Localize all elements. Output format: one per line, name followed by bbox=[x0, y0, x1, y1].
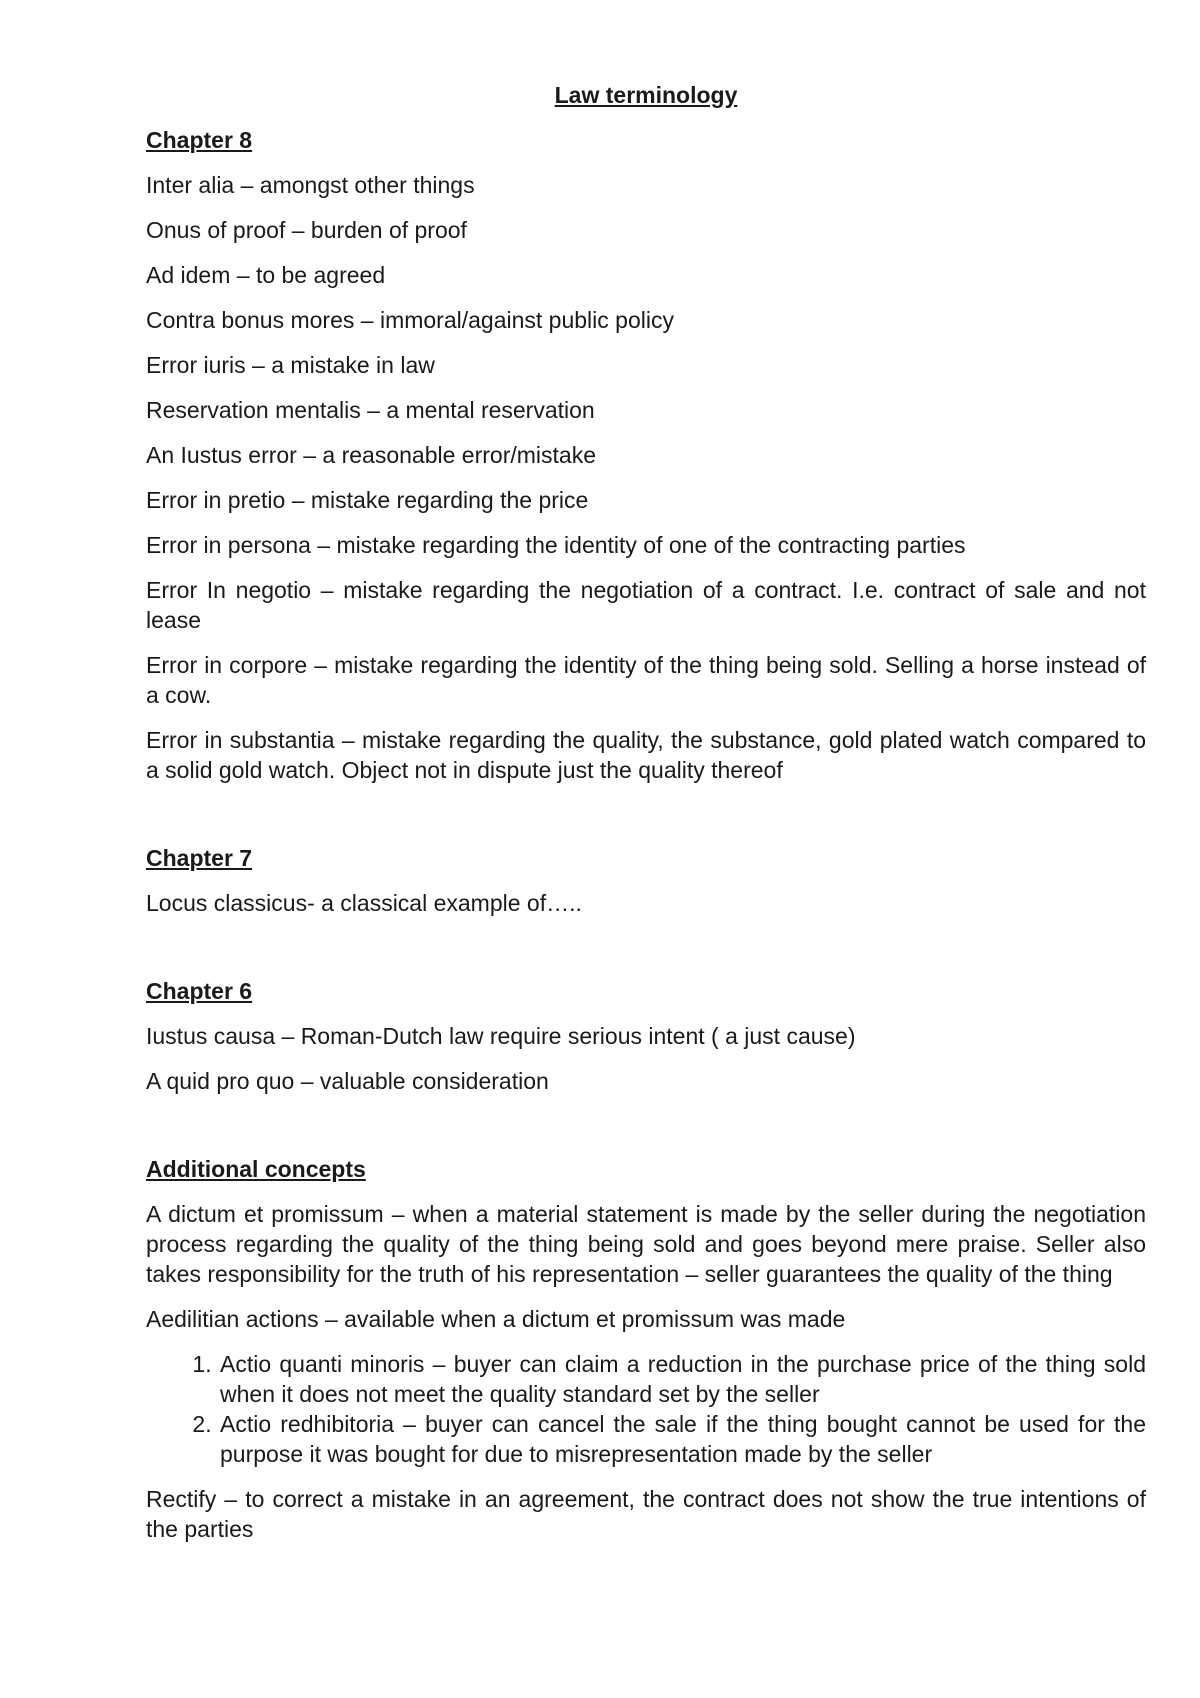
chapter-8-heading: Chapter 8 bbox=[146, 127, 253, 153]
section-chapter-7 bbox=[146, 843, 1146, 918]
chapter-6-heading: Chapter 6 bbox=[146, 978, 253, 1004]
term-error-iuris: Error iuris – a mistake in law bbox=[146, 352, 435, 378]
section-additional-concepts bbox=[146, 1154, 1146, 1544]
list-item-actio-quanti-minoris: 1. Actio quanti minoris – buyer can claim a reduction in the purchase price of the thing sold when it does not meet the quality standard set by the seller bbox=[218, 1349, 1146, 1409]
term-iustus-causa: Iustus causa – Roman-Dutch law require serious intent ( a just cause) bbox=[146, 1023, 856, 1049]
chapter-7-heading: Chapter 7 bbox=[146, 845, 253, 871]
term-rectify: Rectify – to correct a mistake in an agreement, the contract does not show the true intentions of the parties bbox=[146, 1486, 1146, 1542]
aedilitian-actions-list bbox=[146, 1349, 1146, 1469]
document-title: Law terminology bbox=[554, 82, 738, 108]
term-ad-idem: Ad idem – to be agreed bbox=[146, 262, 386, 288]
document-page bbox=[146, 80, 1146, 1559]
term-error-in-persona: Error in persona – mistake regarding the identity of one of the contracting parties bbox=[146, 532, 966, 558]
additional-concepts-heading: Additional concepts bbox=[146, 1156, 366, 1182]
term-aedilitian-actions: Aedilitian actions – available when a dictum et promissum was made bbox=[146, 1306, 846, 1332]
term-onus-of-proof: Onus of proof – burden of proof bbox=[146, 217, 467, 243]
term-error-in-pretio: Error in pretio – mistake regarding the price bbox=[146, 487, 589, 513]
term-iustus-error: An Iustus error – a reasonable error/mistake bbox=[146, 442, 596, 468]
term-contra-bonus-mores: Contra bonus mores – immoral/against public policy bbox=[146, 307, 674, 333]
term-reservation-mentalis: Reservation mentalis – a mental reservation bbox=[146, 397, 595, 423]
term-locus-classicus: Locus classicus- a classical example of….. bbox=[146, 890, 582, 916]
list-item-actio-redhibitoria: 2. Actio redhibitoria – buyer can cancel the sale if the thing bought cannot be used for the purpose it was bought for due to misrepresentation made by the seller bbox=[218, 1409, 1146, 1469]
term-error-in-negotio: Error In negotio – mistake regarding the negotiation of a contract. I.e. contract of sale and not lease bbox=[146, 577, 1146, 633]
section-chapter-6 bbox=[146, 976, 1146, 1096]
term-dictum-et-promissum: A dictum et promissum – when a material statement is made by the seller during the negotiation process regarding the quality of the thing being sold and goes beyond mere praise. Seller also takes responsibility for the truth of his representation – seller guarantees the quality of the thing bbox=[146, 1201, 1146, 1287]
term-quid-pro-quo: A quid pro quo – valuable consideration bbox=[146, 1068, 549, 1094]
term-error-in-substantia: Error in substantia – mistake regarding the quality, the substance, gold plated watch compared to a solid gold watch. Object not in dispute just the quality thereof bbox=[146, 727, 1146, 783]
term-error-in-corpore: Error in corpore – mistake regarding the identity of the thing being sold. Selling a horse instead of a cow. bbox=[146, 652, 1146, 708]
section-chapter-8 bbox=[146, 125, 1146, 785]
term-inter-alia: Inter alia – amongst other things bbox=[146, 172, 475, 198]
